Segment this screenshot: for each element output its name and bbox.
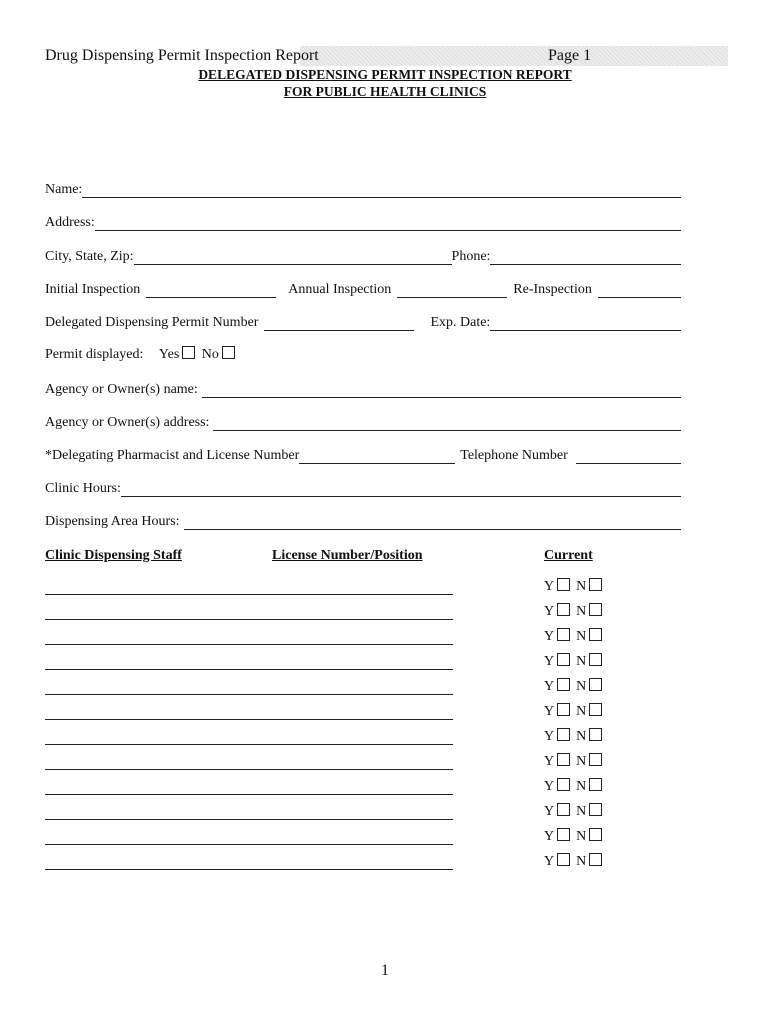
name-label: Name: xyxy=(45,182,83,197)
current-yn: Y N xyxy=(544,778,602,795)
clinic-hours-label: Clinic Hours: xyxy=(45,481,121,496)
current-yn: Y N xyxy=(544,803,602,820)
staff-line[interactable] xyxy=(45,769,453,770)
staff-line[interactable] xyxy=(45,644,453,645)
report-subtitle: FOR PUBLIC HEALTH CLINICS xyxy=(283,84,487,99)
initial-inspection-label: Initial Inspection xyxy=(45,282,141,297)
city-phone-row xyxy=(45,247,681,265)
permit-number-field[interactable] xyxy=(264,316,414,331)
current-yn: Y N xyxy=(544,853,602,870)
exp-date-field[interactable] xyxy=(490,316,681,331)
current-yes-checkbox[interactable] xyxy=(557,603,570,616)
city-state-zip-field[interactable] xyxy=(134,250,452,265)
agency-name-label: Agency or Owner(s) name: xyxy=(45,382,198,397)
current-no-checkbox[interactable] xyxy=(589,703,602,716)
current-yn: Y N xyxy=(544,578,602,595)
phone-label: Phone: xyxy=(451,249,491,264)
staff-line[interactable] xyxy=(45,719,453,720)
clinic-hours-row xyxy=(45,479,681,497)
current-yn: Y N xyxy=(544,603,602,620)
initial-inspection-field[interactable] xyxy=(146,283,276,298)
staff-line[interactable] xyxy=(45,844,453,845)
staff-line[interactable] xyxy=(45,669,453,670)
address-field[interactable] xyxy=(95,216,681,231)
current-yes-checkbox[interactable] xyxy=(557,628,570,641)
annual-inspection-label: Annual Inspection xyxy=(288,282,392,297)
staff-line[interactable] xyxy=(45,819,453,820)
current-yes-checkbox[interactable] xyxy=(557,703,570,716)
current-yes-checkbox[interactable] xyxy=(557,653,570,666)
delegating-pharmacist-row xyxy=(45,446,681,464)
delegating-pharmacist-label: *Delegating Pharmacist and License Number xyxy=(45,448,300,463)
agency-name-field[interactable] xyxy=(202,383,681,398)
permit-displayed-label: Permit displayed: xyxy=(45,347,144,362)
permit-no-checkbox[interactable] xyxy=(222,346,235,359)
address-row xyxy=(45,213,681,231)
staff-line[interactable] xyxy=(45,619,453,620)
license-number-position-header: License Number/Position xyxy=(272,548,423,563)
re-inspection-label: Re-Inspection xyxy=(513,282,592,297)
staff-line[interactable] xyxy=(45,744,453,745)
dispensing-hours-label: Dispensing Area Hours: xyxy=(45,514,180,529)
current-yn: Y N xyxy=(544,678,602,695)
inspection-type-row xyxy=(45,280,681,298)
delegating-pharmacist-field[interactable] xyxy=(299,449,455,464)
current-yn: Y N xyxy=(544,728,602,745)
dispensing-hours-row xyxy=(45,512,681,530)
current-yes-checkbox[interactable] xyxy=(557,803,570,816)
phone-field[interactable] xyxy=(490,250,681,265)
annual-inspection-field[interactable] xyxy=(397,283,507,298)
name-row xyxy=(45,180,681,198)
current-no-checkbox[interactable] xyxy=(589,728,602,741)
current-yn: Y N xyxy=(544,753,602,770)
agency-address-row xyxy=(45,413,681,431)
current-yes-checkbox[interactable] xyxy=(557,678,570,691)
current-no-checkbox[interactable] xyxy=(589,578,602,591)
current-no-checkbox[interactable] xyxy=(589,778,602,791)
permit-displayed-row xyxy=(45,346,235,363)
current-yn: Y N xyxy=(544,703,602,720)
current-yes-checkbox[interactable] xyxy=(557,753,570,766)
staff-line[interactable] xyxy=(45,694,453,695)
permit-no-label: No xyxy=(201,347,219,362)
current-yes-checkbox[interactable] xyxy=(557,578,570,591)
current-yes-checkbox[interactable] xyxy=(557,728,570,741)
current-yes-checkbox[interactable] xyxy=(557,853,570,866)
current-yes-checkbox[interactable] xyxy=(557,828,570,841)
permit-number-label: Delegated Dispensing Permit Number xyxy=(45,315,259,330)
agency-name-row xyxy=(45,380,681,398)
permit-yes-label: Yes xyxy=(158,347,180,362)
header-band xyxy=(300,46,728,66)
clinic-hours-field[interactable] xyxy=(121,482,681,497)
staff-line[interactable] xyxy=(45,794,453,795)
current-no-checkbox[interactable] xyxy=(589,678,602,691)
current-header: Current xyxy=(544,548,593,563)
current-no-checkbox[interactable] xyxy=(589,603,602,616)
permit-yes-checkbox[interactable] xyxy=(182,346,195,359)
permit-number-row xyxy=(45,313,681,331)
header-page-label: Page 1 xyxy=(548,47,592,64)
city-state-zip-label: City, State, Zip: xyxy=(45,249,134,264)
address-label: Address: xyxy=(45,215,95,230)
header-title: Drug Dispensing Permit Inspection Report xyxy=(45,47,319,64)
current-no-checkbox[interactable] xyxy=(589,853,602,866)
clinic-dispensing-staff-header: Clinic Dispensing Staff xyxy=(45,548,182,563)
telephone-number-field[interactable] xyxy=(576,449,681,464)
report-title: DELEGATED DISPENSING PERMIT INSPECTION REPORT xyxy=(198,67,572,82)
current-yn: Y N xyxy=(544,628,602,645)
agency-address-field[interactable] xyxy=(213,416,681,431)
current-yes-checkbox[interactable] xyxy=(557,778,570,791)
staff-line[interactable] xyxy=(45,594,453,595)
current-yn: Y N xyxy=(544,653,602,670)
current-yn: Y N xyxy=(544,828,602,845)
staff-line[interactable] xyxy=(45,869,453,870)
current-no-checkbox[interactable] xyxy=(589,753,602,766)
exp-date-label: Exp. Date: xyxy=(430,315,491,330)
current-no-checkbox[interactable] xyxy=(589,803,602,816)
page-number: 1 xyxy=(381,962,389,979)
agency-address-label: Agency or Owner(s) address: xyxy=(45,415,210,430)
current-no-checkbox[interactable] xyxy=(589,828,602,841)
telephone-number-label: Telephone Number xyxy=(460,448,568,463)
current-no-checkbox[interactable] xyxy=(589,653,602,666)
re-inspection-field[interactable] xyxy=(598,283,681,298)
current-no-checkbox[interactable] xyxy=(589,628,602,641)
name-field[interactable] xyxy=(82,183,681,198)
dispensing-hours-field[interactable] xyxy=(184,515,681,530)
